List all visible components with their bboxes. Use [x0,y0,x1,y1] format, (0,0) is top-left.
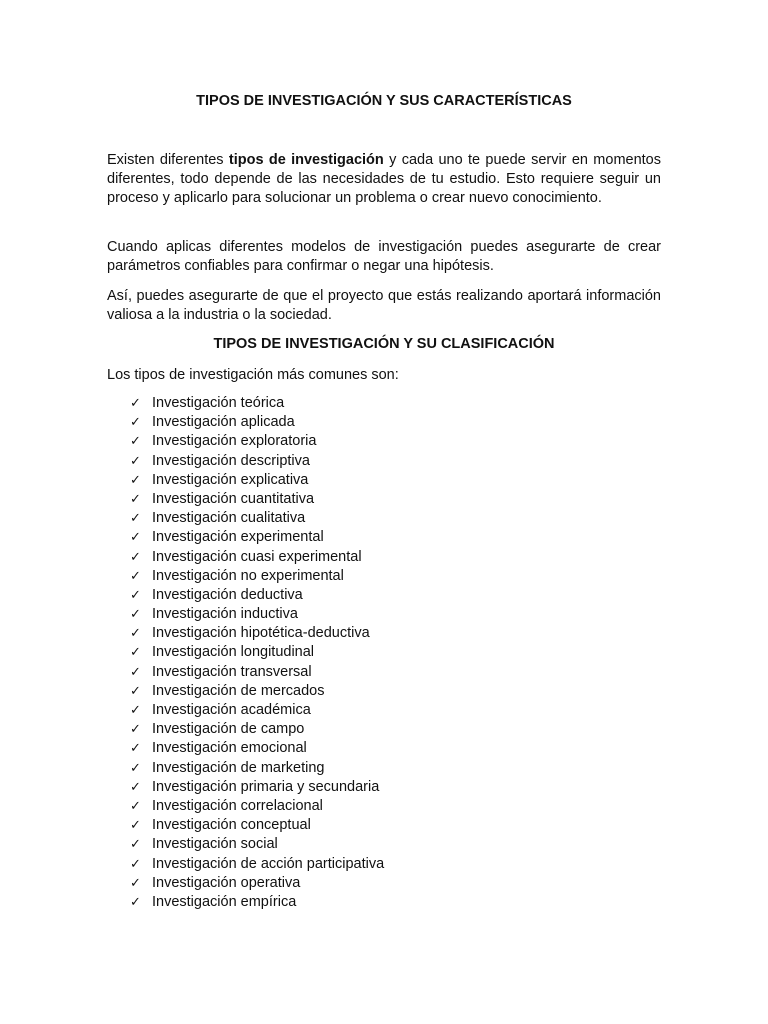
list-item [107,759,384,778]
list-item [107,413,384,432]
models-paragraph: Cuando aplicas diferentes modelos de investigación puedes asegurarte de crear parámetros confiables para confirmar o negar una hipótesis. [107,239,661,275]
checkmark-icon: ✓ [130,568,141,584]
list-item-label: Investigación correlacional [152,797,323,814]
checkmark-icon: ✓ [130,549,141,565]
list-item [107,816,384,835]
intro-text-before: Existen diferentes [107,152,229,168]
list-item [107,893,384,912]
checkmark-icon: ✓ [130,396,141,411]
list-item [107,490,384,509]
checkmark-icon: ✓ [130,683,141,699]
value-paragraph: Así, puedes asegurarte de que el proyecto que estás realizando aportará información valiosa a la industria o la sociedad. [107,288,661,324]
checkmark-icon: ✓ [130,607,141,623]
list-item [107,528,384,547]
checkmark-icon: ✓ [130,434,141,450]
list-item-label: Investigación teórica [152,395,285,411]
intro-paragraph [107,151,661,209]
list-item [107,605,384,624]
list-item [107,720,384,739]
list-item [107,567,384,586]
list-item-label: Investigación operativa [152,874,301,891]
intro-text-after: y cada uno te puede servir en momentos diferentes, todo depende de las necesidades de tu estudio. Esto requiere seguir un proceso y aplicarlo para solucionar un problema o crear nuevo conocimiento. [107,152,661,207]
checkmark-icon: ✓ [130,587,141,603]
list-item [107,739,384,758]
list-item [107,586,384,605]
list-item-label: Investigación social [152,836,278,853]
list-item-label: Investigación explicativa [152,471,309,488]
checkmark-icon: ✓ [130,894,141,910]
checkmark-icon: ✓ [130,530,141,546]
checkmark-icon: ✓ [130,703,141,718]
list-item [107,874,384,893]
list-item-label: Investigación transversal [152,663,312,680]
checkmark-icon: ✓ [130,453,141,469]
list-item [107,797,384,816]
list-item-label: Investigación emocional [152,740,307,757]
checkmark-icon: ✓ [130,511,141,527]
checkmark-icon: ✓ [130,818,141,834]
list-item [107,394,384,413]
list-item-label: Investigación cuantitativa [152,490,315,507]
list-item [107,624,384,643]
intro-bold-term: tipos de investigación [228,152,384,168]
classification-subtitle: TIPOS DE INVESTIGACIÓN Y SU CLASIFICACIÓN [213,336,555,352]
list-item [107,548,384,567]
list-item [107,682,384,701]
list-item-label: Investigación empírica [152,893,297,910]
checkmark-icon: ✓ [130,798,141,814]
research-types-list [107,394,384,912]
list-item [107,663,384,682]
list-item-label: Investigación conceptual [152,817,311,834]
list-item [107,509,384,528]
checkmark-icon: ✓ [130,856,141,872]
checkmark-icon: ✓ [130,491,141,507]
checkmark-icon: ✓ [130,741,141,757]
list-item-label: Investigación de mercados [152,682,325,699]
list-item [107,471,384,490]
list-item-label: Investigación hipotética-deductiva [152,625,370,642]
list-item [107,835,384,854]
list-item [107,778,384,797]
checkmark-icon: ✓ [130,760,141,776]
list-item-label: Investigación de acción participativa [152,855,385,872]
list-item-label: Investigación de marketing [152,759,325,776]
checkmark-icon: ✓ [130,664,141,680]
list-item-label: Investigación cualitativa [152,510,306,527]
list-item-label: Investigación no experimental [152,567,344,584]
checkmark-icon: ✓ [130,415,141,431]
checkmark-icon: ✓ [130,626,141,642]
list-item-label: Investigación deductiva [152,586,303,603]
list-item-label: Investigación primaria y secundaria [152,778,380,795]
list-item-label: Investigación experimental [152,529,324,546]
list-item-label: Investigación cuasi experimental [152,548,362,565]
list-item [107,432,384,451]
checkmark-icon: ✓ [130,779,141,795]
list-item-label: Investigación académica [152,702,311,718]
checkmark-icon: ✓ [130,875,141,891]
checkmark-icon: ✓ [130,722,141,738]
list-item [107,643,384,662]
list-item [107,452,384,471]
list-item-label: Investigación aplicada [152,414,295,431]
checkmark-icon: ✓ [130,645,141,661]
list-item-label: Investigación longitudinal [152,644,315,661]
checkmark-icon: ✓ [130,472,141,488]
list-item [107,701,384,720]
list-item-label: Investigación de campo [152,721,305,738]
list-intro: Los tipos de investigación más comunes son: [107,367,399,383]
checkmark-icon: ✓ [130,837,141,853]
list-item-label: Investigación descriptiva [152,452,310,469]
list-item-label: Investigación inductiva [152,606,298,623]
list-item [107,855,384,874]
list-item-label: Investigación exploratoria [152,433,317,450]
document-title: TIPOS DE INVESTIGACIÓN Y SUS CARACTERÍSTICAS [196,93,572,109]
